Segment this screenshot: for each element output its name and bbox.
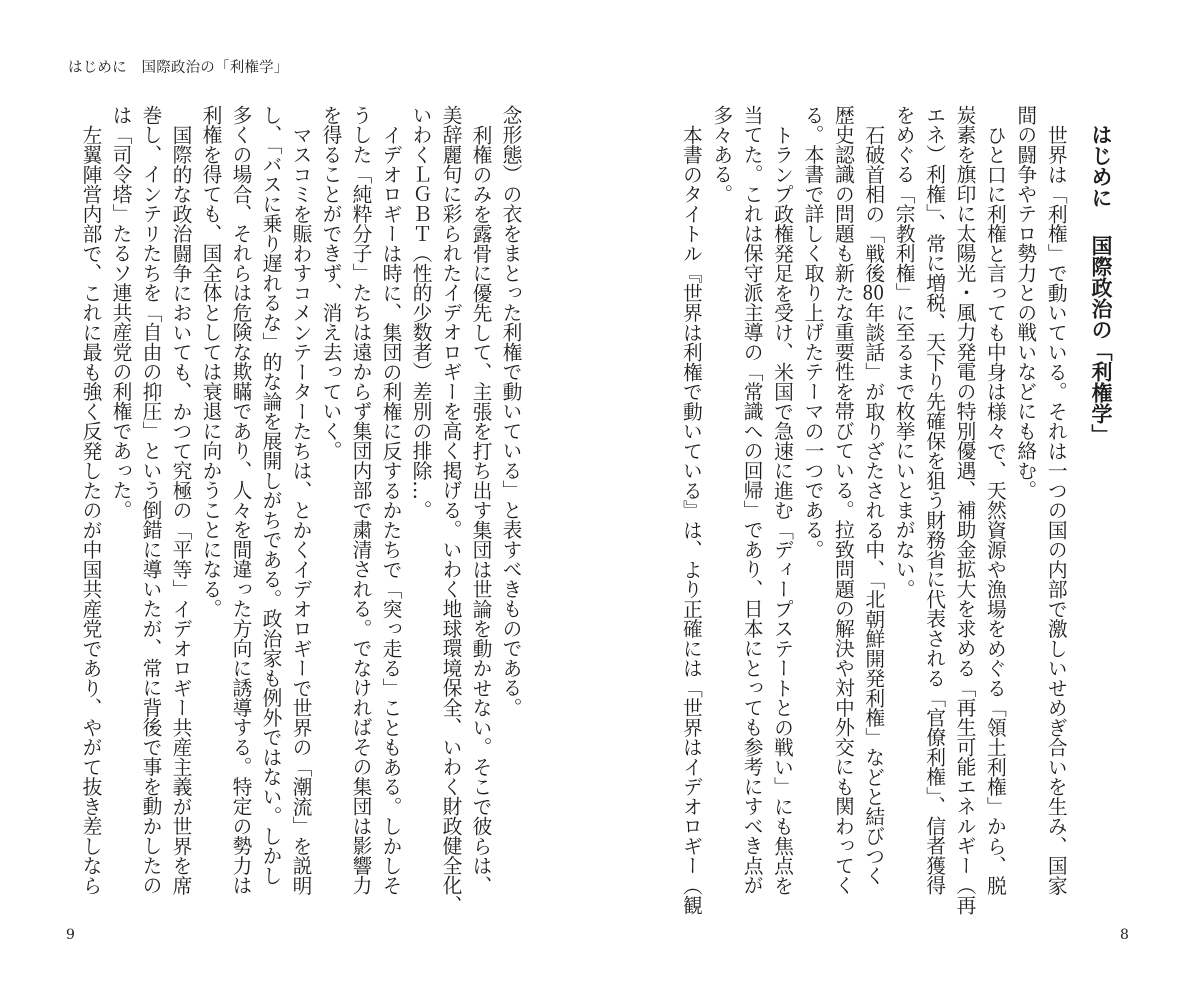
page-number: 8 — [1120, 927, 1129, 943]
text-line: る。本書で詳しく取り上げたテーマの一つである。 — [800, 105, 824, 560]
page-number: 9 — [66, 927, 75, 943]
text-line: 美辞麗句に彩られたイデオロギーを高く掲げる。いわく地球環境保全、いわく財政健全化、 — [439, 105, 462, 915]
text-line: 間の闘争やテロ勢力との戦いなどにも絡む。 — [1013, 105, 1037, 500]
text-line: 歴史認識の問題も新たな重要性を帯びている。拉致問題の解決や対中外交にも関わってく — [831, 105, 855, 895]
text-line: 石破首相の「戦後80年談話」が取りざたされる中、「北朝鮮開発利権」などと結びつく — [861, 124, 885, 886]
text-line: 本書のタイトル『世界は利権で動いている』は、より正確には「世界はイデオロギー（観 — [679, 124, 703, 915]
text-line: 多くの場合、それらは危険な欺瞞であり、人々を間違った方向に誘導する。特定の勢力は — [229, 105, 252, 895]
text-line: を得ることができず、消え去っていく。 — [319, 105, 342, 461]
text-line: 利権のみを露骨に優先して、主張を打ち出す集団は世論を動かせない。そこで彼らは、 — [469, 124, 492, 895]
running-header: はじめに 国際政治の「利権学」 — [68, 60, 289, 76]
text-line: 念形態）の衣をまとった利権で動いている」と表すべきものである。 — [499, 105, 522, 718]
text-line: イデオロギーは時に、集団の利権に反するかたちで「突っ走る」こともある。しかしそ — [379, 124, 402, 895]
text-line: 左翼陣営内部で、これに最も強く反発したのが中国共産党であり、やがて抜き差しなら — [79, 124, 102, 895]
body-text — [75, 105, 525, 935]
text-line: 国際的な政治闘争においても、かつて究極の「平等」イデオロギー共産主義が世界を席 — [169, 124, 192, 895]
text-line: 炭素を旗印に太陽光・風力発電の特別優遇、補助金拡大を求める「再生可能エネルギー（再 — [952, 105, 976, 915]
text-line: し、「バスに乗り遅れるな」的な論を展開しがちである。政治家も例外ではない。しかし — [259, 105, 282, 886]
text-line: エネ）利権」、常に増税、天下り先確保を狙う財務省に代表される「官僚利権」、信者獲得 — [922, 105, 946, 895]
text-line: 当てた。これは保守派主導の「常識への回帰」であり、日本にとっても参考にすべき点が — [740, 105, 764, 895]
text-line: ひと口に利権と言っても中身は様々で、天然資源や漁場をめぐる「領土利権」から、脱 — [983, 124, 1007, 895]
text-line: 多々ある。 — [709, 105, 733, 204]
chapter-title: 国際政治の「利権学」 — [1089, 235, 1113, 446]
text-line: 利権を得ても、国全体としては衰退に向かうことになる。 — [199, 105, 222, 619]
text-line: うした「純粋分子」たちは遠からず集団内部で粛清される。でなければその集団は影響力 — [349, 105, 372, 895]
text-line: マスコミを賑わすコメンテーターたちは、とかくイデオロギーで世界の「潮流」を説明 — [289, 124, 312, 895]
text-line: 巻し、インテリたちを「自由の抑圧」という倒錯に導いたが、常に背後で事を動かしたの — [139, 105, 162, 895]
chapter-heading — [1081, 124, 1121, 484]
text-line: をめぐる「宗教利権」に至るまで枚挙にいとまがない。 — [892, 105, 916, 599]
text-line: トランプ政権発足を受け、米国で急速に進む「ディープステートとの戦い」にも焦点を — [770, 124, 794, 895]
body-text — [675, 105, 1070, 935]
text-line: いわくＬＧＢＴ（性的少数者）差別の排除…。 — [409, 105, 432, 520]
tate-chu-yoko-number: 80 — [862, 282, 885, 303]
text-line: 世界は「利権」で動いている。それは一つの国の内部で激しいせめぎ合いを生み、国家 — [1044, 124, 1068, 895]
right-page — [600, 0, 1200, 987]
chapter-label: はじめに — [1089, 124, 1113, 208]
text-line: は「司令塔」たるソ連共産党の利権であった。 — [109, 105, 132, 520]
